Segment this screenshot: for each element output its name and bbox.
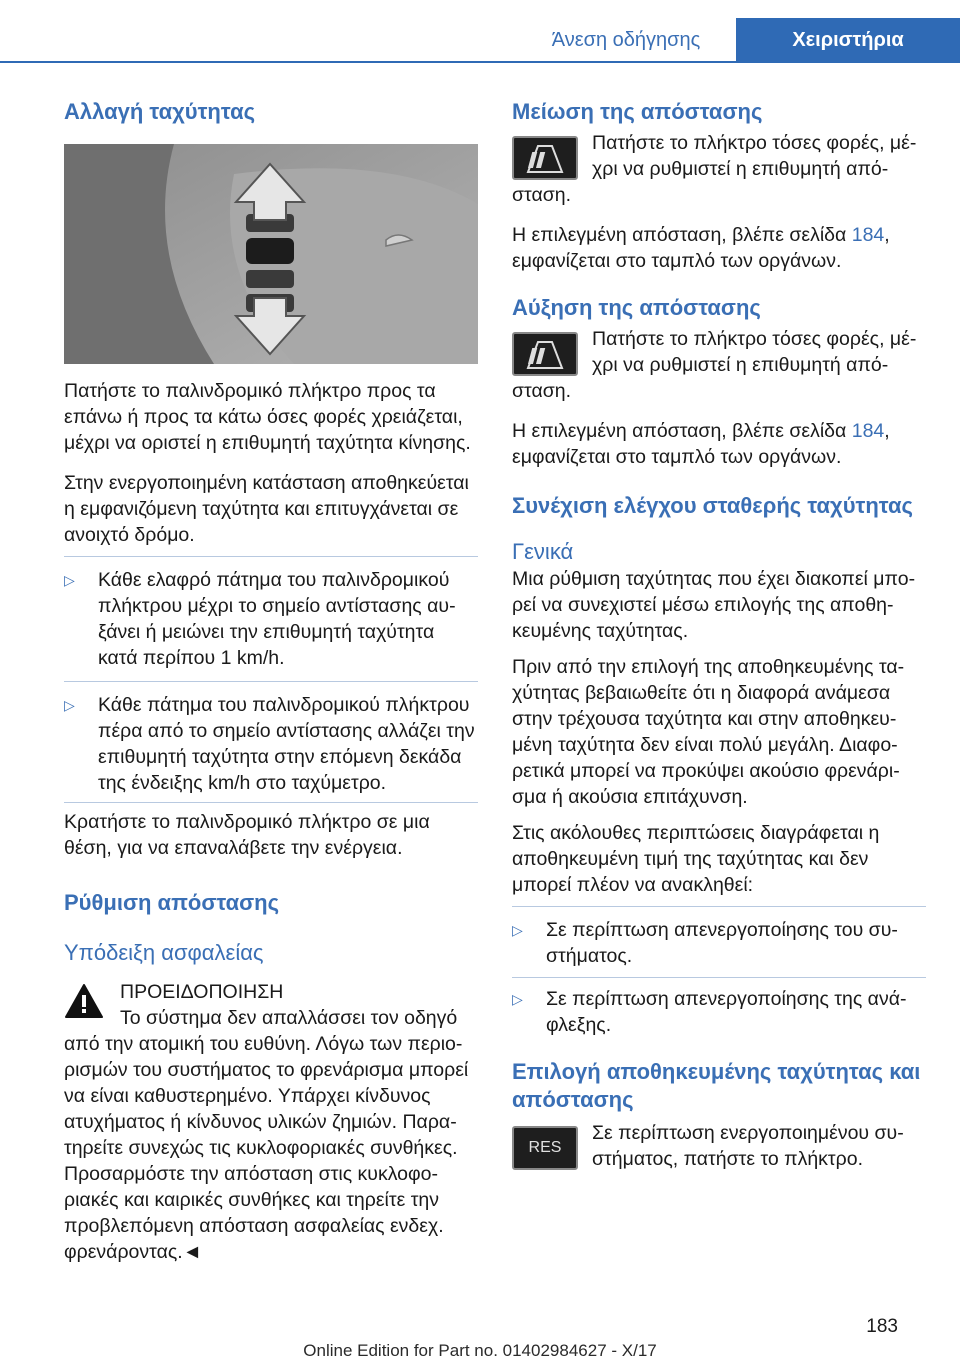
page-number: 183 bbox=[866, 1316, 898, 1337]
bullet-separator bbox=[64, 802, 478, 803]
page-link[interactable]: 184 bbox=[851, 224, 885, 246]
distance-key-icon bbox=[512, 136, 578, 180]
triangle-bullet-icon: ▷ bbox=[64, 697, 75, 713]
list-item: ▷ Κάθε πάτημα του παλινδρομικού πλήκτρου πέρα από το σημείο αντίστασης αλλάζει την επιθυμητή ταχύτητα στην επόμενη δεκάδα της ένδειξης km/h στο ταχύμετρο. bbox=[64, 681, 478, 796]
recall-block bbox=[512, 1120, 926, 1172]
general-bullets bbox=[512, 917, 926, 1038]
list-item: ▷ Σε περίπτωση απενεργοποίησης του συστήματος. bbox=[512, 919, 898, 967]
header-rule bbox=[0, 61, 960, 63]
warning-triangle-icon bbox=[64, 983, 104, 1019]
left-column bbox=[64, 98, 478, 1265]
list-item: ▷ Κάθε ελαφρό πάτημα του παλινδρομικού πλήκτρου μέχρι το σημείο αντίστασης αυξάνει ή μειώνει την επιθυμητή ταχύτητα κατά περίπου 1 km/h. bbox=[64, 569, 456, 669]
decrease-block bbox=[512, 130, 926, 208]
resume-cruise-heading: Συνέχιση ελέγχου σταθερής ταχύτητας bbox=[512, 493, 913, 518]
decrease-distance-heading: Μείωση της απόστασης bbox=[512, 99, 763, 124]
speed-change-bullets bbox=[64, 567, 478, 796]
page-header bbox=[0, 0, 960, 62]
decrease-text: Πατήστε το πλήκτρο τόσες φορές, μέχρι να ρυθμιστεί η επιθυμητή απόσταση. bbox=[512, 132, 917, 206]
triangle-bullet-icon: ▷ bbox=[64, 572, 75, 588]
decrease-reference: Η επιλεγμένη απόσταση, βλέπε σελίδα 184, εμφανίζεται στο ταμπλό των οργάνων. bbox=[512, 224, 890, 272]
general-heading: Γενικά bbox=[512, 539, 574, 564]
list-item: ▷ Σε περίπτωση απενεργοποίησης της ανάφλεξης. bbox=[512, 977, 926, 1038]
increase-distance-heading: Αύξηση της απόστασης bbox=[512, 295, 761, 320]
warning-block bbox=[64, 979, 478, 1265]
page-link[interactable]: 184 bbox=[851, 420, 885, 442]
recall-text: Σε περίπτωση ενεργοποιημένου συστήματος, πατήστε το πλήκτρο. bbox=[592, 1122, 904, 1170]
recall-stored-heading: Επιλογή αποθηκευμένης ταχύτητας και απόστασης bbox=[512, 1059, 921, 1112]
chapter-tab: Χειριστήρια bbox=[736, 18, 960, 62]
warning-label: ΠΡΟΕΙΔΟΠΟΙΗΣΗ bbox=[120, 981, 284, 1003]
distance-key-icon bbox=[512, 332, 578, 376]
bullet-separator bbox=[64, 556, 478, 557]
increase-text: Πατήστε το πλήκτρο τόσες φορές, μέχρι να ρυθμιστεί η επιθυμητή απόσταση. bbox=[512, 328, 917, 402]
bullet-separator bbox=[512, 906, 926, 907]
speed-change-text-3: Κρατήστε το παλινδρομικό πλήκτρο σε μια θέση, για να επαναλάβετε την ενέργεια. bbox=[64, 811, 430, 859]
safety-note-heading: Υπόδειξη ασφαλείας bbox=[64, 940, 264, 965]
speed-change-text-2: Στην ενεργοποιημένη κατάσταση αποθηκεύεται η εμφανιζόμενη ταχύτητα και επιτυγχάνεται σε ανοιχτό δρόμο. bbox=[64, 472, 469, 546]
general-text-3: Στις ακόλουθες περιπτώσεις διαγράφεται η αποθηκευμένη τιμή της ταχύτητας και δεν μπορεί πλέον να ανακληθεί: bbox=[512, 822, 880, 896]
triangle-bullet-icon: ▷ bbox=[512, 922, 523, 938]
rocker-switch-illustration bbox=[64, 144, 478, 364]
res-key-icon: RES bbox=[512, 1126, 578, 1170]
speed-change-heading: Αλλαγή ταχύτητας bbox=[64, 99, 256, 124]
right-column bbox=[512, 98, 926, 1172]
distance-setting-heading: Ρύθμιση απόστασης bbox=[64, 890, 280, 915]
speed-change-text-1: Πατήστε το παλινδρομικό πλήκτρο προς τα επάνω ή προς τα κάτω όσες φορές χρειάζεται, μέχρι να οριστεί η επιθυμητή ταχύτητα κίνησης. bbox=[64, 380, 471, 454]
general-text-2: Πριν από την επιλογή της αποθηκευμένης ταχύτητας βεβαιωθείτε ότι η διαφορά ανάμεσα στην τρέχουσα ταχύτητα και στην αποθηκευμένη ταχύτητα δεν είναι πολύ μεγάλη. Διαφορετικά μπορεί να προκύψει ακούσιο φρενάρισμα ή ακούσια επιτάχυνση. bbox=[512, 656, 905, 808]
triangle-bullet-icon: ▷ bbox=[512, 991, 523, 1007]
section-tab: Άνεση οδήγησης bbox=[516, 18, 736, 62]
increase-reference: Η επιλεγμένη απόσταση, βλέπε σελίδα 184, εμφανίζεται στο ταμπλό των οργάνων. bbox=[512, 420, 890, 468]
footer-edition: Online Edition for Part no. 01402984627 - X/17 bbox=[303, 1341, 657, 1360]
increase-block bbox=[512, 326, 926, 404]
steering-wheel-photo bbox=[64, 144, 478, 364]
general-text-1: Μια ρύθμιση ταχύτητας που έχει διακοπεί μπορεί να συνεχιστεί μέσω επιλογής της αποθηκευμένης ταχύτητας. bbox=[512, 568, 916, 642]
warning-text: Το σύστημα δεν απαλλάσσει τον οδηγό από την ατομική του ευθύνη. Λόγω των περιορισμών του συστήματος το φρενάρισμα μπορεί να είναι καθυστερημένο. Υπάρχει κίνδυνος ατυχήματος ή κίνδυνος υλικών ζημιών. Παρατηρείτε συνεχώς τις κυκλοφοριακές συνθήκες. Προσαρμόστε την απόσταση στις κυκλοφοριακές και καιρικές συνθήκες και τηρείτε την προβλεπόμενη απόσταση ασφαλείας ενδεχ. φρενάροντας.◄ bbox=[64, 1007, 469, 1263]
